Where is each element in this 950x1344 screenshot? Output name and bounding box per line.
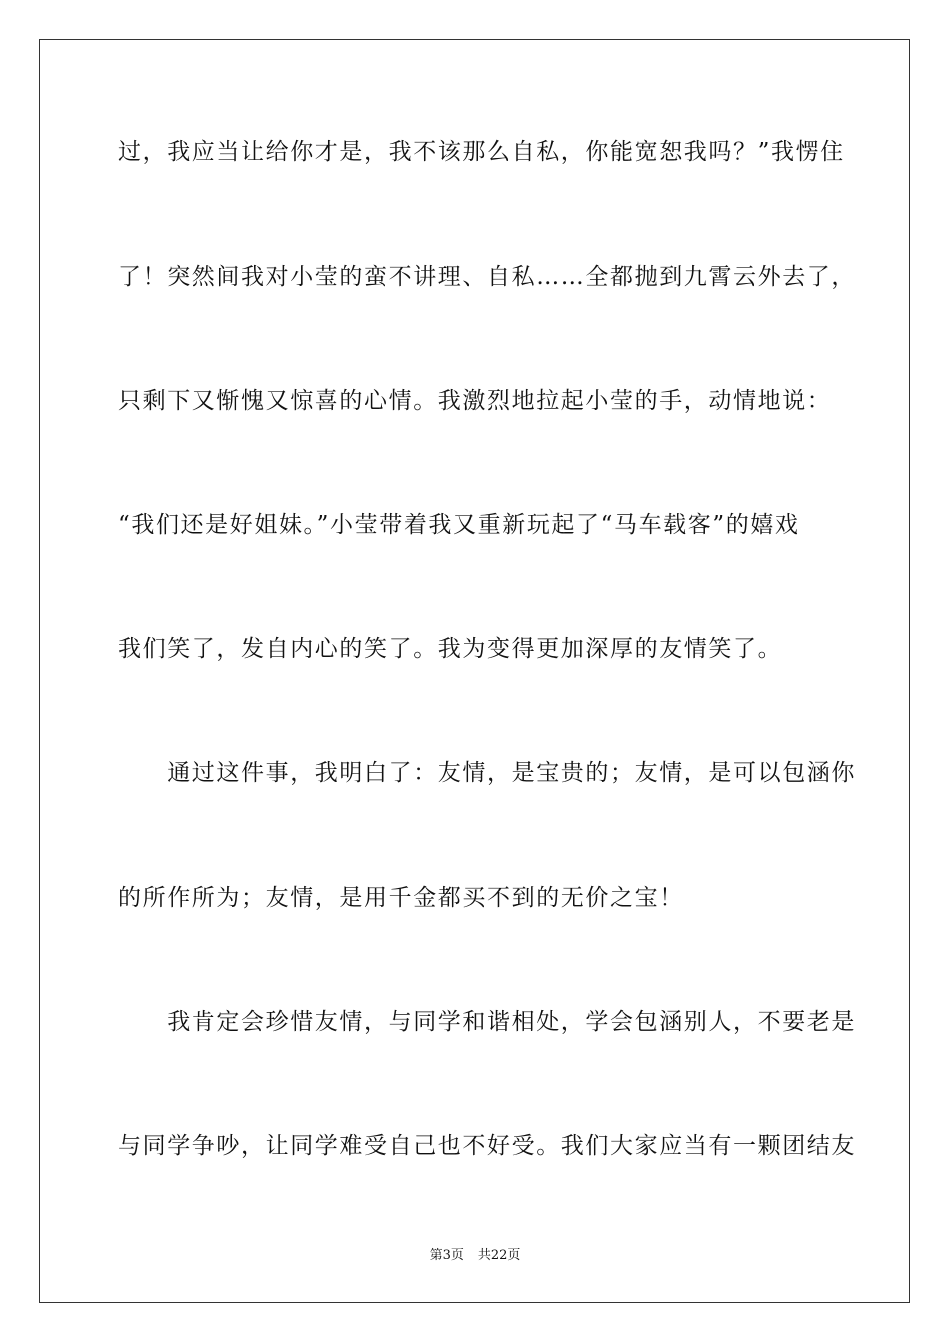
body-line-1: 过，我应当让给你才是，我不该那么自私，你能宽恕我吗？”我愣住 [118, 139, 845, 165]
body-line-5: 我们笑了，发自内心的笑了。我为变得更加深厚的友情笑了。 [118, 636, 783, 662]
body-line-2: 了！突然间我对小莹的蛮不讲理、自私……全都抛到九霄云外去了， [118, 264, 856, 290]
body-line-3: 只剩下又惭愧又惊喜的心情。我激烈地拉起小莹的手，动情地说： [118, 388, 832, 414]
body-line-6: 通过这件事，我明白了：友情，是宝贵的；友情，是可以包涵你 [118, 760, 856, 786]
page-number: 第3页 [429, 1248, 464, 1263]
body-line-8: 我肯定会珍惜友情，与同学和谐相处，学会包涵别人，不要老是 [118, 1009, 856, 1035]
page-border [39, 39, 910, 1303]
body-line-9: 与同学争吵，让同学难受自己也不好受。我们大家应当有一颗团结友 [118, 1133, 856, 1159]
body-line-7: 的所作所为；友情，是用千金都买不到的无价之宝！ [118, 885, 684, 911]
page-footer [0, 1247, 950, 1265]
page-total: 共22页 [477, 1248, 521, 1263]
body-line-4: “我们还是好姐妹。”小莹带着我又重新玩起了“马车载客”的嬉戏 [118, 512, 800, 538]
